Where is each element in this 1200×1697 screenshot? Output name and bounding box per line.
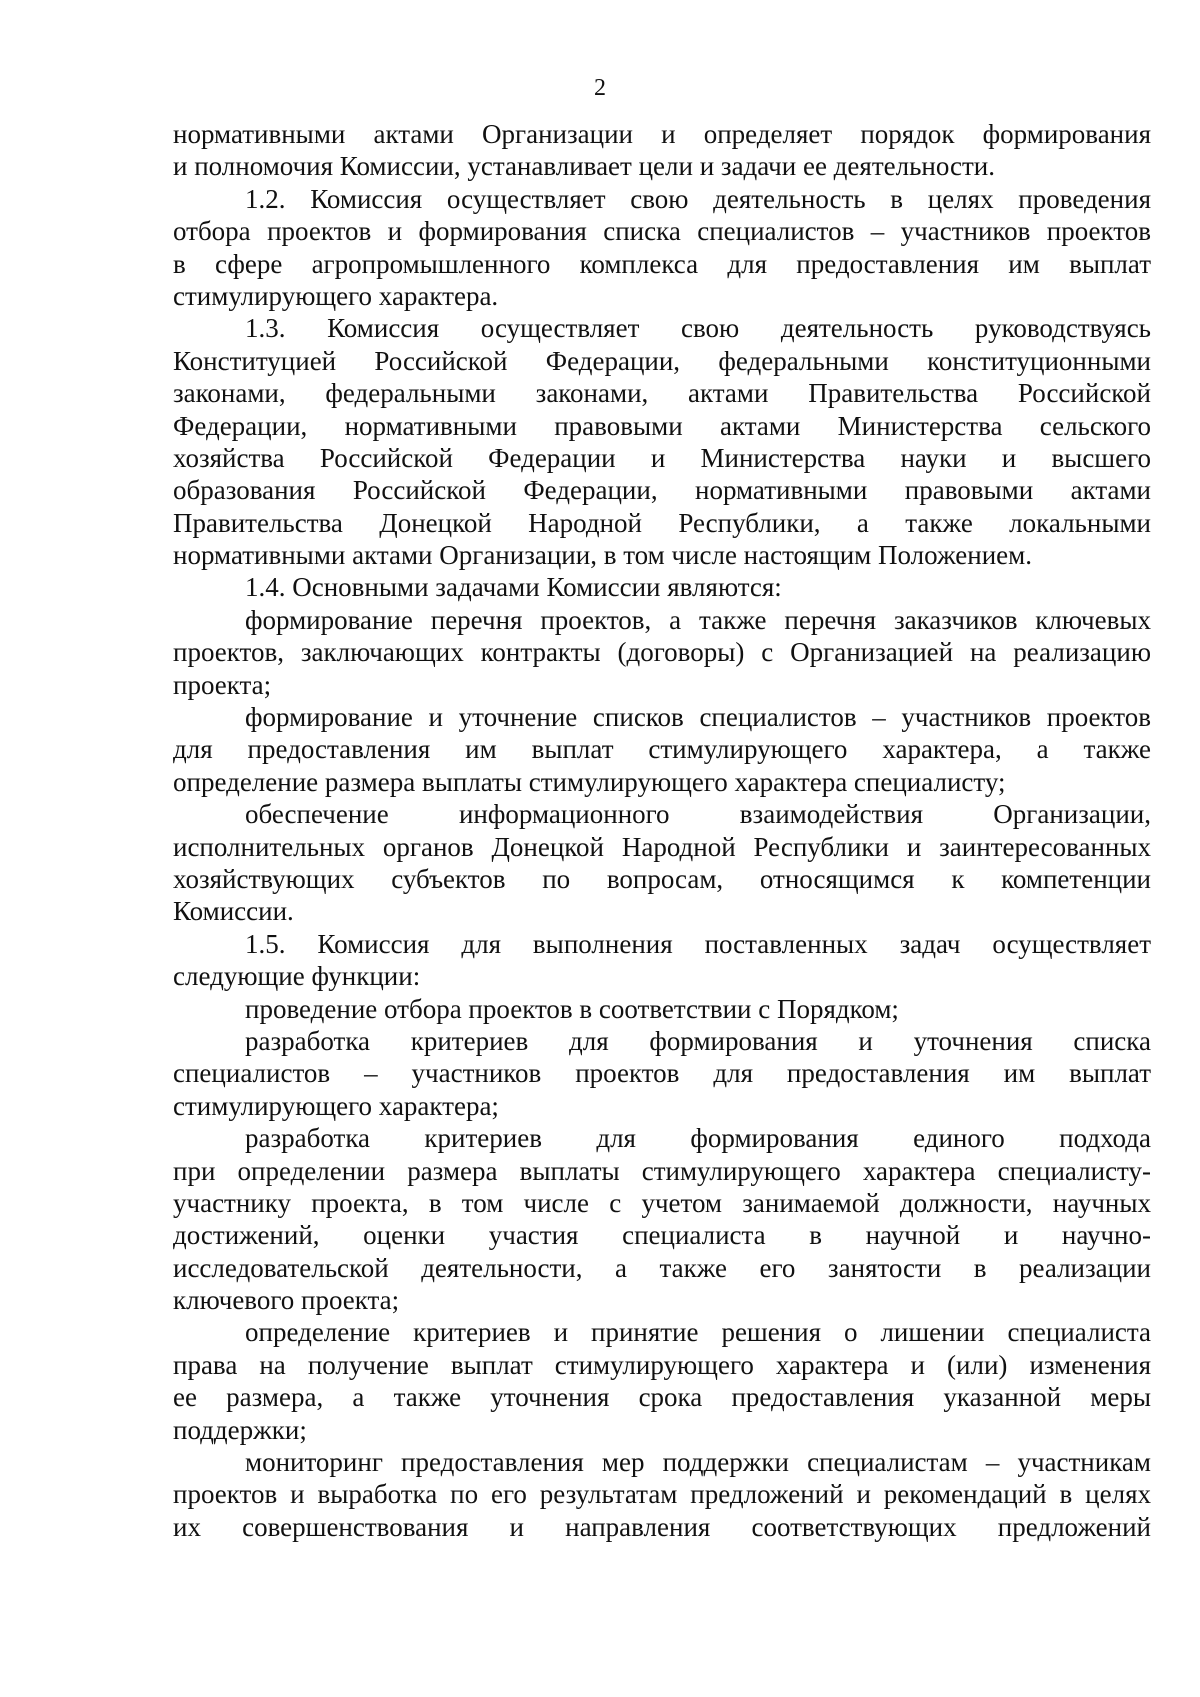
- text-line: проектов и выработка по его результатам предложений и рекомендаций в целях: [173, 1479, 1151, 1510]
- text-line: в сфере агропромышленного комплекса для предоставления им выплат: [173, 248, 1151, 279]
- text-line: формирование и уточнение списков специалистов – участников проектов: [245, 702, 1151, 733]
- text-line: разработка критериев для формирования и уточнения списка: [245, 1025, 1151, 1056]
- text-line: права на получение выплат стимулирующего характера и (или) изменения: [173, 1349, 1151, 1380]
- text-line: проекта;: [173, 669, 272, 700]
- text-line: проведение отбора проектов в соответствии с Порядком;: [245, 993, 899, 1024]
- text-line: исследовательской деятельности, а также его занятости в реализации: [173, 1252, 1151, 1283]
- text-line: участнику проекта, в том числе с учетом занимаемой должности, научных: [173, 1187, 1151, 1218]
- text-line: Комиссии.: [173, 896, 294, 927]
- text-line: 1.5. Комиссия для выполнения поставленных задач осуществляет: [245, 928, 1151, 959]
- text-line: стимулирующего характера;: [173, 1090, 499, 1121]
- text-line: формирование перечня проектов, а также перечня заказчиков ключевых: [245, 604, 1151, 635]
- text-line: следующие функции:: [173, 961, 421, 992]
- text-line: проектов, заключающих контракты (договоры) с Организацией на реализацию: [173, 637, 1151, 668]
- text-line: Федерации, нормативными правовыми актами Министерства сельского: [173, 410, 1151, 441]
- text-line: отбора проектов и формирования списка специалистов – участников проектов: [173, 216, 1151, 247]
- text-line: ключевого проекта;: [173, 1285, 400, 1316]
- text-line: специалистов – участников проектов для предоставления им выплат: [173, 1058, 1151, 1089]
- text-line: разработка критериев для формирования единого подхода: [245, 1123, 1151, 1154]
- text-line: нормативными актами Организации и определяет порядок формирования: [173, 119, 1151, 149]
- text-line: 1.2. Комиссия осуществляет свою деятельность в целях проведения: [245, 183, 1151, 214]
- text-line: обеспечение информационного взаимодействия Организации,: [245, 799, 1151, 830]
- text-line: определение критериев и принятие решения о лишении специалиста: [245, 1317, 1151, 1348]
- text-line: хозяйства Российской Федерации и Министерства науки и высшего: [173, 442, 1151, 473]
- text-line: достижений, оценки участия специалиста в научной и научно-: [173, 1220, 1151, 1251]
- text-line: 1.3. Комиссия осуществляет свою деятельность руководствуясь: [245, 313, 1151, 344]
- text-line: законами, федеральными законами, актами Правительства Российской: [173, 378, 1151, 409]
- text-line: мониторинг предоставления мер поддержки специалистам – участникам: [245, 1447, 1151, 1478]
- text-line: 1.4. Основными задачами Комиссии являются:: [245, 572, 782, 603]
- text-line: для предоставления им выплат стимулирующего характера, а также: [173, 734, 1151, 765]
- text-line: и полномочия Комиссии, устанавливает цели и задачи ее деятельности.: [173, 151, 995, 182]
- text-line: хозяйствующих субъектов по вопросам, относящимся к компетенции: [173, 863, 1151, 894]
- text-line: стимулирующего характера.: [173, 280, 499, 311]
- text-line: нормативными актами Организации, в том числе настоящим Положением.: [173, 540, 1032, 571]
- page-number: 2: [594, 75, 606, 101]
- text-line: исполнительных органов Донецкой Народной Республики и заинтересованных: [173, 831, 1151, 862]
- text-line: ее размера, а также уточнения срока предоставления указанной меры: [173, 1382, 1151, 1413]
- text-line: при определении размера выплаты стимулирующего характера специалисту-: [173, 1155, 1151, 1186]
- text-line: их совершенствования и направления соответствующих предложений: [173, 1511, 1151, 1542]
- text-line: поддержки;: [173, 1414, 307, 1445]
- text-line: определение размера выплаты стимулирующего характера специалисту;: [173, 766, 1006, 797]
- text-line: образования Российской Федерации, нормативными правовыми актами: [173, 475, 1151, 506]
- text-line: Правительства Донецкой Народной Республики, а также локальными: [173, 507, 1151, 538]
- document-body: [173, 118, 1151, 1543]
- text-line: Конституцией Российской Федерации, федеральными конституционными: [173, 345, 1151, 376]
